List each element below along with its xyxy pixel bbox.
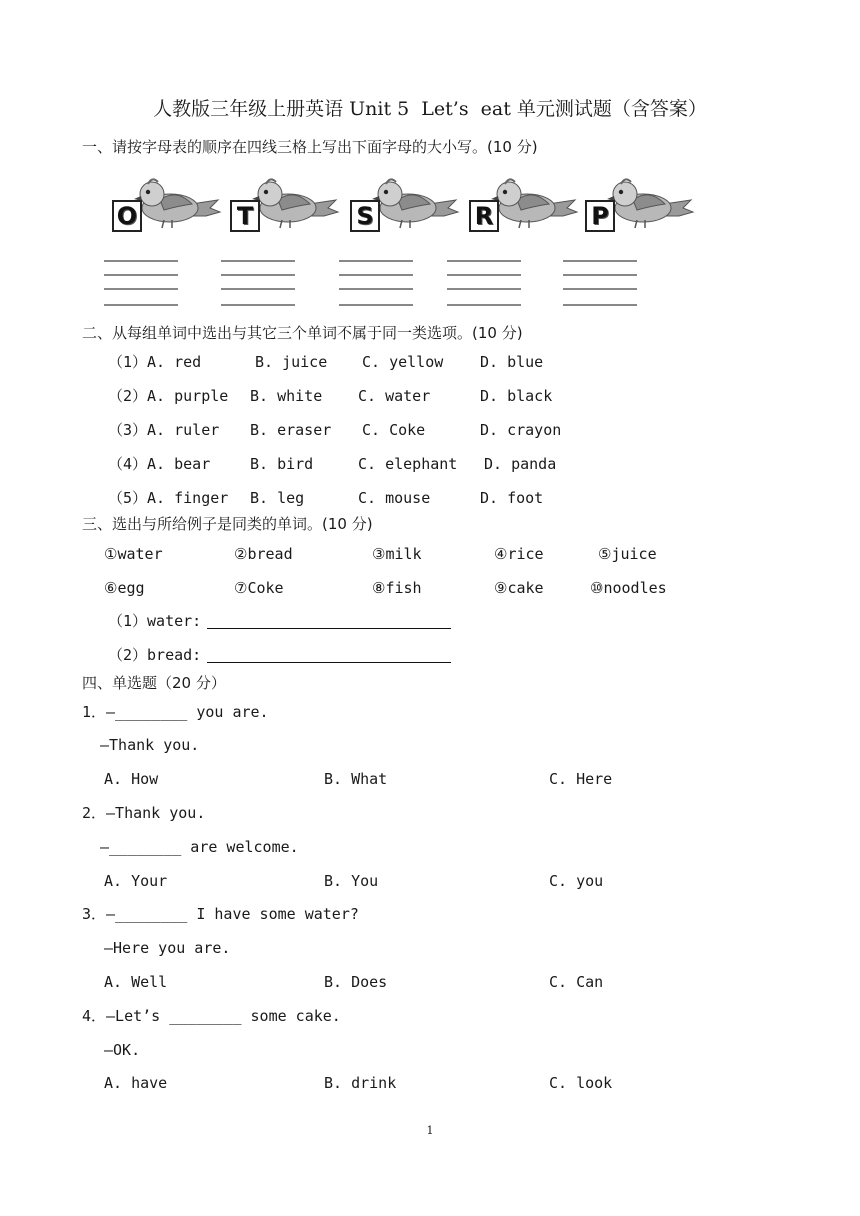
- s2-q3-a: （3）A. ruler: [108, 421, 220, 439]
- q3-reply: —Here you are.: [104, 939, 231, 957]
- page-title: 人教版三年级上册英语 Unit 5 Let’s eat 单元测试题（含答案）: [153, 98, 707, 120]
- s2-q1-d: D. blue: [480, 353, 544, 371]
- s2-q4-c: C. elephant: [358, 455, 458, 473]
- bird-letter-card: [108, 176, 223, 238]
- q4-stem: 4．—Let’s ________ some cake.: [82, 1007, 341, 1025]
- s2-q5-a: （5）A. finger: [108, 489, 229, 507]
- q3-option-b: B. Does: [324, 973, 388, 991]
- s2-q4-a: （4）A. bear: [108, 455, 211, 473]
- q1-stem: 1．—________ you are.: [82, 703, 269, 721]
- q1-option-a: A. How: [104, 770, 159, 788]
- q4-option-b: B. drink: [324, 1074, 397, 1092]
- s3-word-9: ⑨cake: [494, 579, 544, 597]
- q2-option-c: C. you: [549, 872, 604, 890]
- q2-stem: 2．—Thank you.: [82, 804, 206, 822]
- s3-word-6: ⑥egg: [104, 579, 145, 597]
- s3-answer-bread-label: （2）bread:: [108, 646, 202, 664]
- writing-lines: [563, 260, 637, 314]
- bird-letter-card: [226, 176, 341, 238]
- s2-q4-d: D. panda: [484, 455, 557, 473]
- s2-q2-c: C. water: [358, 387, 431, 405]
- section2-heading: 二、从每组单词中选出与其它三个单词不属于同一类选项。(10 分): [82, 324, 523, 342]
- s3-word-7: ⑦Coke: [234, 579, 284, 597]
- s2-q5-b: B. leg: [250, 489, 305, 507]
- s2-q3-c: C. Coke: [362, 421, 426, 439]
- section4-heading: 四、单选题（20 分）: [82, 674, 226, 692]
- writing-lines: [104, 260, 178, 314]
- bird-letter-card: [465, 176, 580, 238]
- q4-option-c: C. look: [549, 1074, 613, 1092]
- writing-lines: [447, 260, 521, 314]
- s2-q3-b: B. eraser: [250, 421, 332, 439]
- s3-word-1: ①water: [104, 545, 163, 563]
- s3-answer-bread-blank[interactable]: [207, 662, 451, 663]
- writing-lines: [339, 260, 413, 314]
- q1-reply: —Thank you.: [100, 736, 200, 754]
- s2-q5-c: C. mouse: [358, 489, 431, 507]
- s2-q4-b: B. bird: [250, 455, 314, 473]
- q3-option-c: C. Can: [549, 973, 604, 991]
- s2-q2-b: B. white: [250, 387, 323, 405]
- s3-answer-water-label: （1）water:: [108, 612, 202, 630]
- s2-q1-a: （1）A. red: [108, 353, 202, 371]
- s3-word-4: ④rice: [494, 545, 544, 563]
- s3-answer-water-blank[interactable]: [207, 628, 451, 629]
- s2-q5-d: D. foot: [480, 489, 544, 507]
- section1-heading: 一、请按字母表的顺序在四线三格上写出下面字母的大小写。(10 分): [82, 138, 538, 156]
- bird-letter-card: [346, 176, 461, 238]
- s2-q1-b: B. juice: [255, 353, 328, 371]
- letter-r: R: [474, 202, 494, 230]
- letter-p: P: [591, 202, 609, 230]
- s2-q2-a: （2）A. purple: [108, 387, 229, 405]
- q4-option-a: A. have: [104, 1074, 168, 1092]
- q1-option-c: C. Here: [549, 770, 613, 788]
- letter-t: T: [236, 202, 254, 230]
- letter-s: S: [356, 202, 374, 230]
- s3-word-2: ②bread: [234, 545, 293, 563]
- q2-reply: —________ are welcome.: [100, 838, 299, 856]
- q1-option-b: B. What: [324, 770, 388, 788]
- bird-letter-card: [581, 176, 696, 238]
- s2-q2-d: D. black: [480, 387, 553, 405]
- s3-word-8: ⑧fish: [372, 579, 422, 597]
- s3-word-5: ⑤juice: [598, 545, 657, 563]
- q3-stem: 3．—________ I have some water?: [82, 905, 359, 923]
- q4-reply: —OK.: [104, 1041, 141, 1059]
- s3-word-10: ⑩noodles: [590, 579, 667, 597]
- s3-word-3: ③milk: [372, 545, 422, 563]
- s2-q3-d: D. crayon: [480, 421, 562, 439]
- s2-q1-c: C. yellow: [362, 353, 444, 371]
- section3-heading: 三、选出与所给例子是同类的单词。(10 分): [82, 515, 373, 533]
- page-number: 1: [426, 1124, 434, 1137]
- q2-option-a: A. Your: [104, 872, 168, 890]
- q3-option-a: A. Well: [104, 973, 168, 991]
- letter-o: O: [116, 202, 138, 230]
- q2-option-b: B. You: [324, 872, 379, 890]
- writing-lines: [221, 260, 295, 314]
